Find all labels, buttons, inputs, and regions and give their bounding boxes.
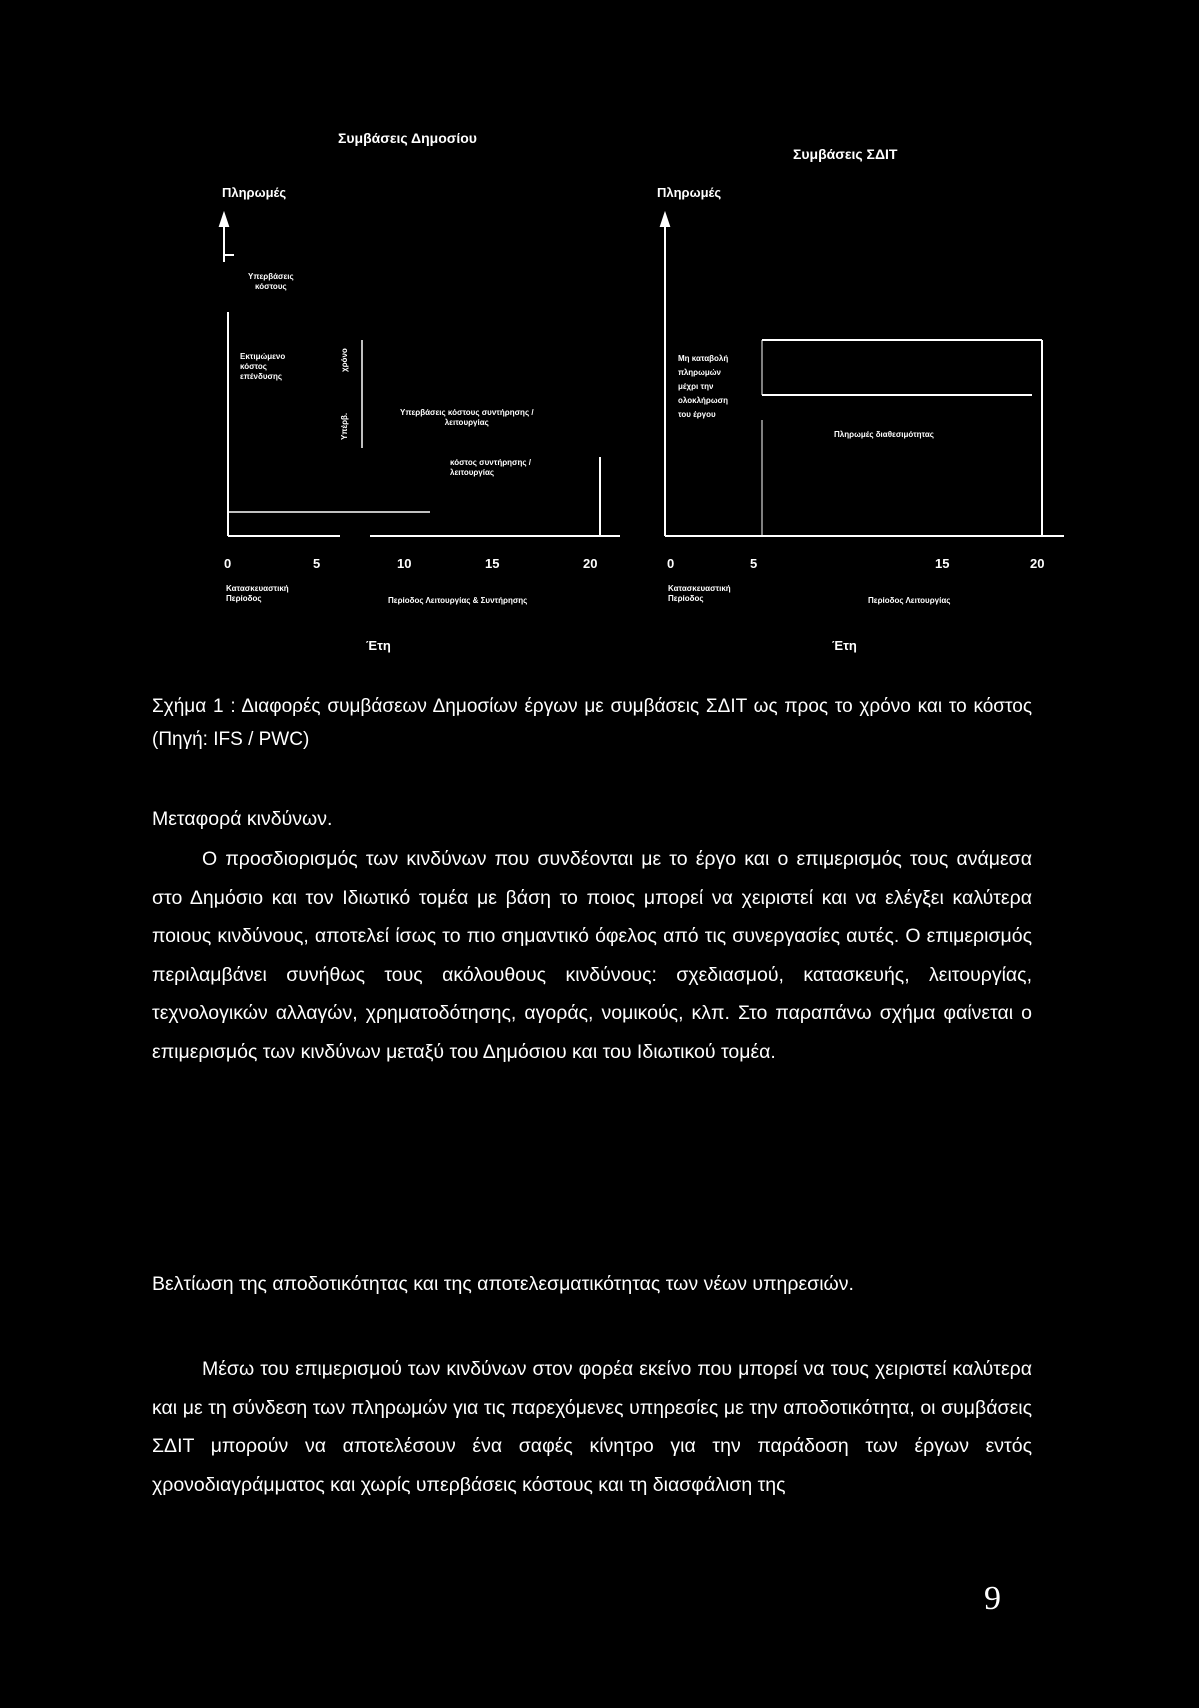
estimated-cost-label: Εκτιμώμενο κόστος επένδυσης xyxy=(240,352,286,381)
figure xyxy=(0,0,1199,680)
right-yaxis-label: Πληρωμές xyxy=(657,185,722,200)
left-chart-title: Συμβάσεις Δημοσίου xyxy=(338,130,477,146)
right-tick: 20 xyxy=(1030,556,1045,571)
figure-lines xyxy=(0,0,1199,680)
left-tick: 10 xyxy=(397,556,412,571)
left-arrowhead xyxy=(220,214,228,226)
left-tick: 0 xyxy=(224,556,232,571)
left-xaxis-label: Έτη xyxy=(366,638,391,653)
vertical-label-a: χρόνο xyxy=(340,348,349,372)
section1-heading: Μεταφορά κινδύνων. xyxy=(152,808,333,830)
section1-paragraph: Ο προσδιορισμός των κινδύνων που συνδέονται με το έργο και ο επιμερισμός τους ανάμεσα στο Δημόσιο και τον Ιδιωτικό τομέα με βάση το ποιος μπορεί να χειριστεί και να ελέγξει καλύτερα ποιους κινδύνους, αποτελεί ίσως το πιο σημαντικό όφελος από τις συνεργασίες αυτές. Ο επιμερισμός περιλαμβάνει συνήθως τους ακόλουθους κινδύνους: σχεδιασμού, κατασκευής, λειτουργίας, τεχνολογικών αλλαγών, χρηματοδότησης, αγοράς, νομικούς, κλπ. Στο παραπάνω σχήμα φαίνεται ο επιμερισμός των κινδύνων μεταξύ του Δημόσιου και του Ιδιωτικού τομέα. xyxy=(152,848,1032,1063)
left-operation-period: Περίοδος Λειτουργίας & Συντήρησης xyxy=(388,596,528,605)
op-overrun-label: Υπερβάσεις κόστους συντήρησης / λειτουργίας xyxy=(400,408,534,427)
right-tick: 5 xyxy=(750,556,758,571)
left-tick: 15 xyxy=(485,556,500,571)
left-tick: 5 xyxy=(313,556,321,571)
right-tick: 0 xyxy=(667,556,675,571)
overrun-top-label: Υπερβάσεις κόστους xyxy=(248,272,294,291)
right-operation-period: Περίοδος Λειτουργίας xyxy=(868,596,951,605)
section2-heading: Βελτίωση της αποδοτικότητας και της αποτελεσματικότητας των νέων υπηρεσιών. xyxy=(152,1273,854,1295)
availability-payments-label: Πληρωμές διαθεσιμότητας xyxy=(834,430,934,439)
left-yaxis-label: Πληρωμές xyxy=(222,185,287,200)
right-xaxis-label: Έτη xyxy=(832,638,857,653)
right-chart-title: Συμβάσεις ΣΔΙΤ xyxy=(793,146,898,162)
right-construction-period: Κατασκευαστική Περίοδος xyxy=(668,584,731,603)
page-number: 9 xyxy=(984,1580,1001,1617)
maint-cost-label: κόστος συντήρησης / λειτουργίας xyxy=(450,458,532,477)
left-tick: 20 xyxy=(583,556,598,571)
section2-paragraph: Μέσω του επιμερισμού των κινδύνων στον φορέα εκείνο που μπορεί να τους χειριστεί καλύτερα και με τη σύνδεση των πληρωμών για τις παρεχόμενες υπηρεσίες με την αποδοτικότητα, οι συμβάσεις ΣΔΙΤ μπορούν να αποτελέσουν ένα σαφές κίνητρο για την παράδοση των έργων εντός χρονοδιαγράμματος και χωρίς υπερβάσεις κόστους και τη διασφάλιση της xyxy=(152,1358,1032,1496)
vertical-label-b: Υπέρβ. xyxy=(340,412,349,440)
left-construction-period: Κατασκευαστική Περίοδος xyxy=(226,584,289,603)
right-arrowhead xyxy=(661,214,669,226)
figure-caption: Σχήμα 1 : Διαφορές συμβάσεων Δημοσίων έργων με συμβάσεις ΣΔΙΤ ως προς το χρόνο και το κόστος (Πηγή: IFS / PWC) xyxy=(152,696,1032,750)
right-tick: 15 xyxy=(935,556,950,571)
no-payments-label: Μη καταβολή πληρωμών μέχρι την ολοκλήρωση του έργου xyxy=(678,354,729,419)
